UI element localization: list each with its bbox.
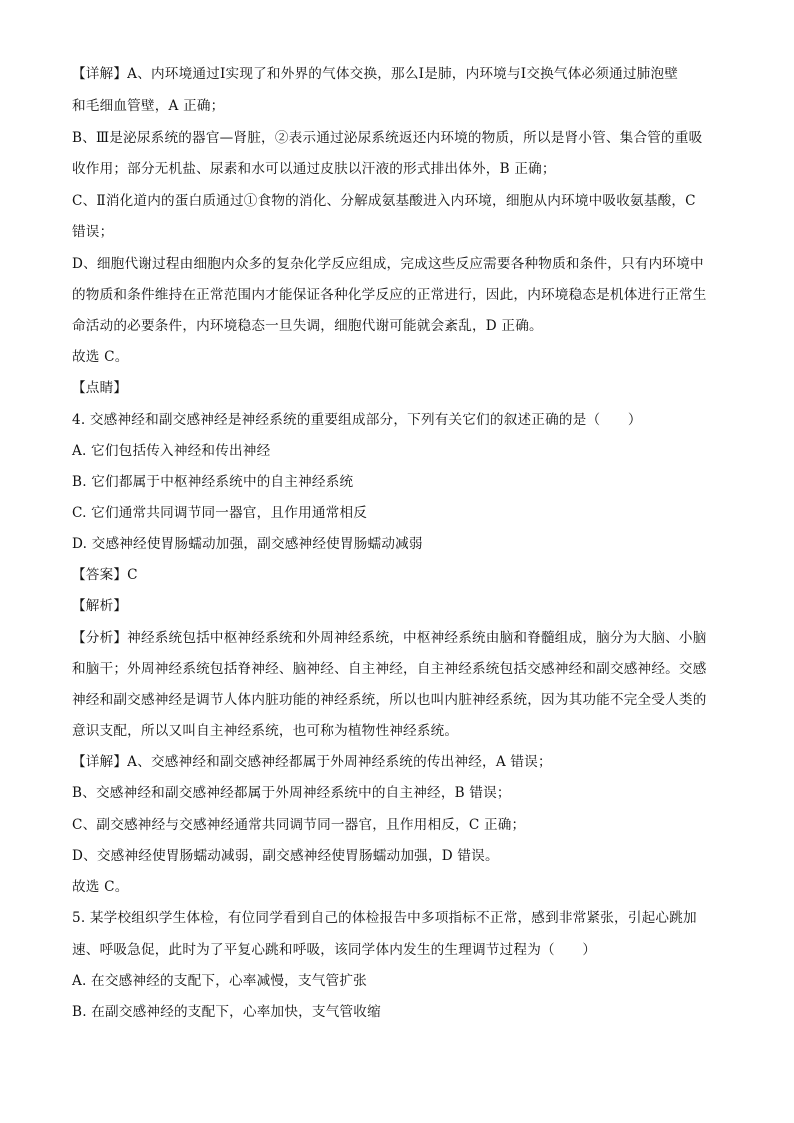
text-line: 命活动的必要条件，内环境稳态一旦失调，细胞代谢可能就会紊乱，D 正确。 [72,318,543,334]
text-line: D、交感神经使胃肠蠕动减弱，副交感神经使胃肠蠕动加强，D 错误。 [72,848,499,864]
section-heading: 【点睛】 [72,380,128,396]
question-stem: 速、呼吸急促，此时为了平复心跳和呼吸，该同学体内发生的生理调节过程为（ ） [72,942,597,958]
option-a: A. 在交感神经的支配下，心率减慢，支气管扩张 [72,973,367,989]
text-line: 错误； [72,224,114,240]
text-line: 的物质和条件维持在正常范围内才能保证各种化学反应的正常进行，因此，内环境稳态是机体进行正常生 [72,287,707,303]
text-line: 收作用；部分无机盐、尿素和水可以通过皮肤以汗液的形式排出体外，B 正确； [72,161,556,177]
text-line: C、Ⅱ消化道内的蛋白质通过①食物的消化、分解成氨基酸进入内环境，细胞从内环境中吸收氨基酸，C [72,193,696,209]
text-line: 神经和副交感神经是调节人体内脏功能的神经系统，所以也叫内脏神经系统，因为其功能不完全受人类的 [72,692,707,708]
conclusion-line: 故选 C。 [72,349,129,365]
option-b: B. 在副交感神经的支配下，心率加快，支气管收缩 [72,1004,381,1020]
text-line: 【详解】A、内环境通过Ⅰ实现了和外界的气体交换，那么Ⅰ是肺，内环境与Ⅰ交换气体必须通过肺泡壁 [72,66,679,82]
text-line: B、Ⅲ是泌尿系统的器官—肾脏，②表示通过泌尿系统返还内环境的物质，所以是肾小管、集合管的重吸 [72,130,703,146]
text-line: 意识支配，所以又叫自主神经系统，也可称为植物性神经系统。 [72,723,459,739]
option-c: C. 它们通常共同调节同一器官，且作用通常相反 [72,505,368,521]
conclusion-line: 故选 C。 [72,879,129,895]
option-d: D. 交感神经使胃肠蠕动加强，副交感神经使胃肠蠕动减弱 [72,536,423,552]
text-line: 和脑干；外周神经系统包括脊神经、脑神经、自主神经，自主神经系统包括交感神经和副交感神经。交感 [72,661,707,677]
question-stem: 4. 交感神经和副交感神经是神经系统的重要组成部分，下列有关它们的叙述正确的是（ ） [72,412,642,428]
section-heading: 【解析】 [72,598,128,614]
text-line: D、细胞代谢过程由细胞内众多的复杂化学反应组成，完成这些反应需要各种物质和条件，只有内环境中 [72,256,704,272]
answer-line: 【答案】C [72,567,138,583]
option-a: A. 它们包括传入神经和传出神经 [72,443,271,459]
option-b: B. 它们都属于中枢神经系统中的自主神经系统 [72,474,354,490]
text-line: 【分析】神经系统包括中枢神经系统和外周神经系统，中枢神经系统由脑和脊髓组成，脑分为大脑、小脑 [72,630,707,646]
question-stem: 5. 某学校组织学生体检，有位同学看到自己的体检报告中多项指标不正常，感到非常紧张，引起心跳加 [72,910,697,926]
text-line: 和毛细血管壁，A 正确； [72,98,225,114]
text-line: B、交感神经和副交感神经都属于外周神经系统中的自主神经，B 错误； [72,785,511,801]
text-line: C、副交感神经与交感神经通常共同调节同一器官，且作用相反，C 正确； [72,817,526,833]
text-line: 【详解】A、交感神经和副交感神经都属于外周神经系统的传出神经，A 错误； [72,754,552,770]
